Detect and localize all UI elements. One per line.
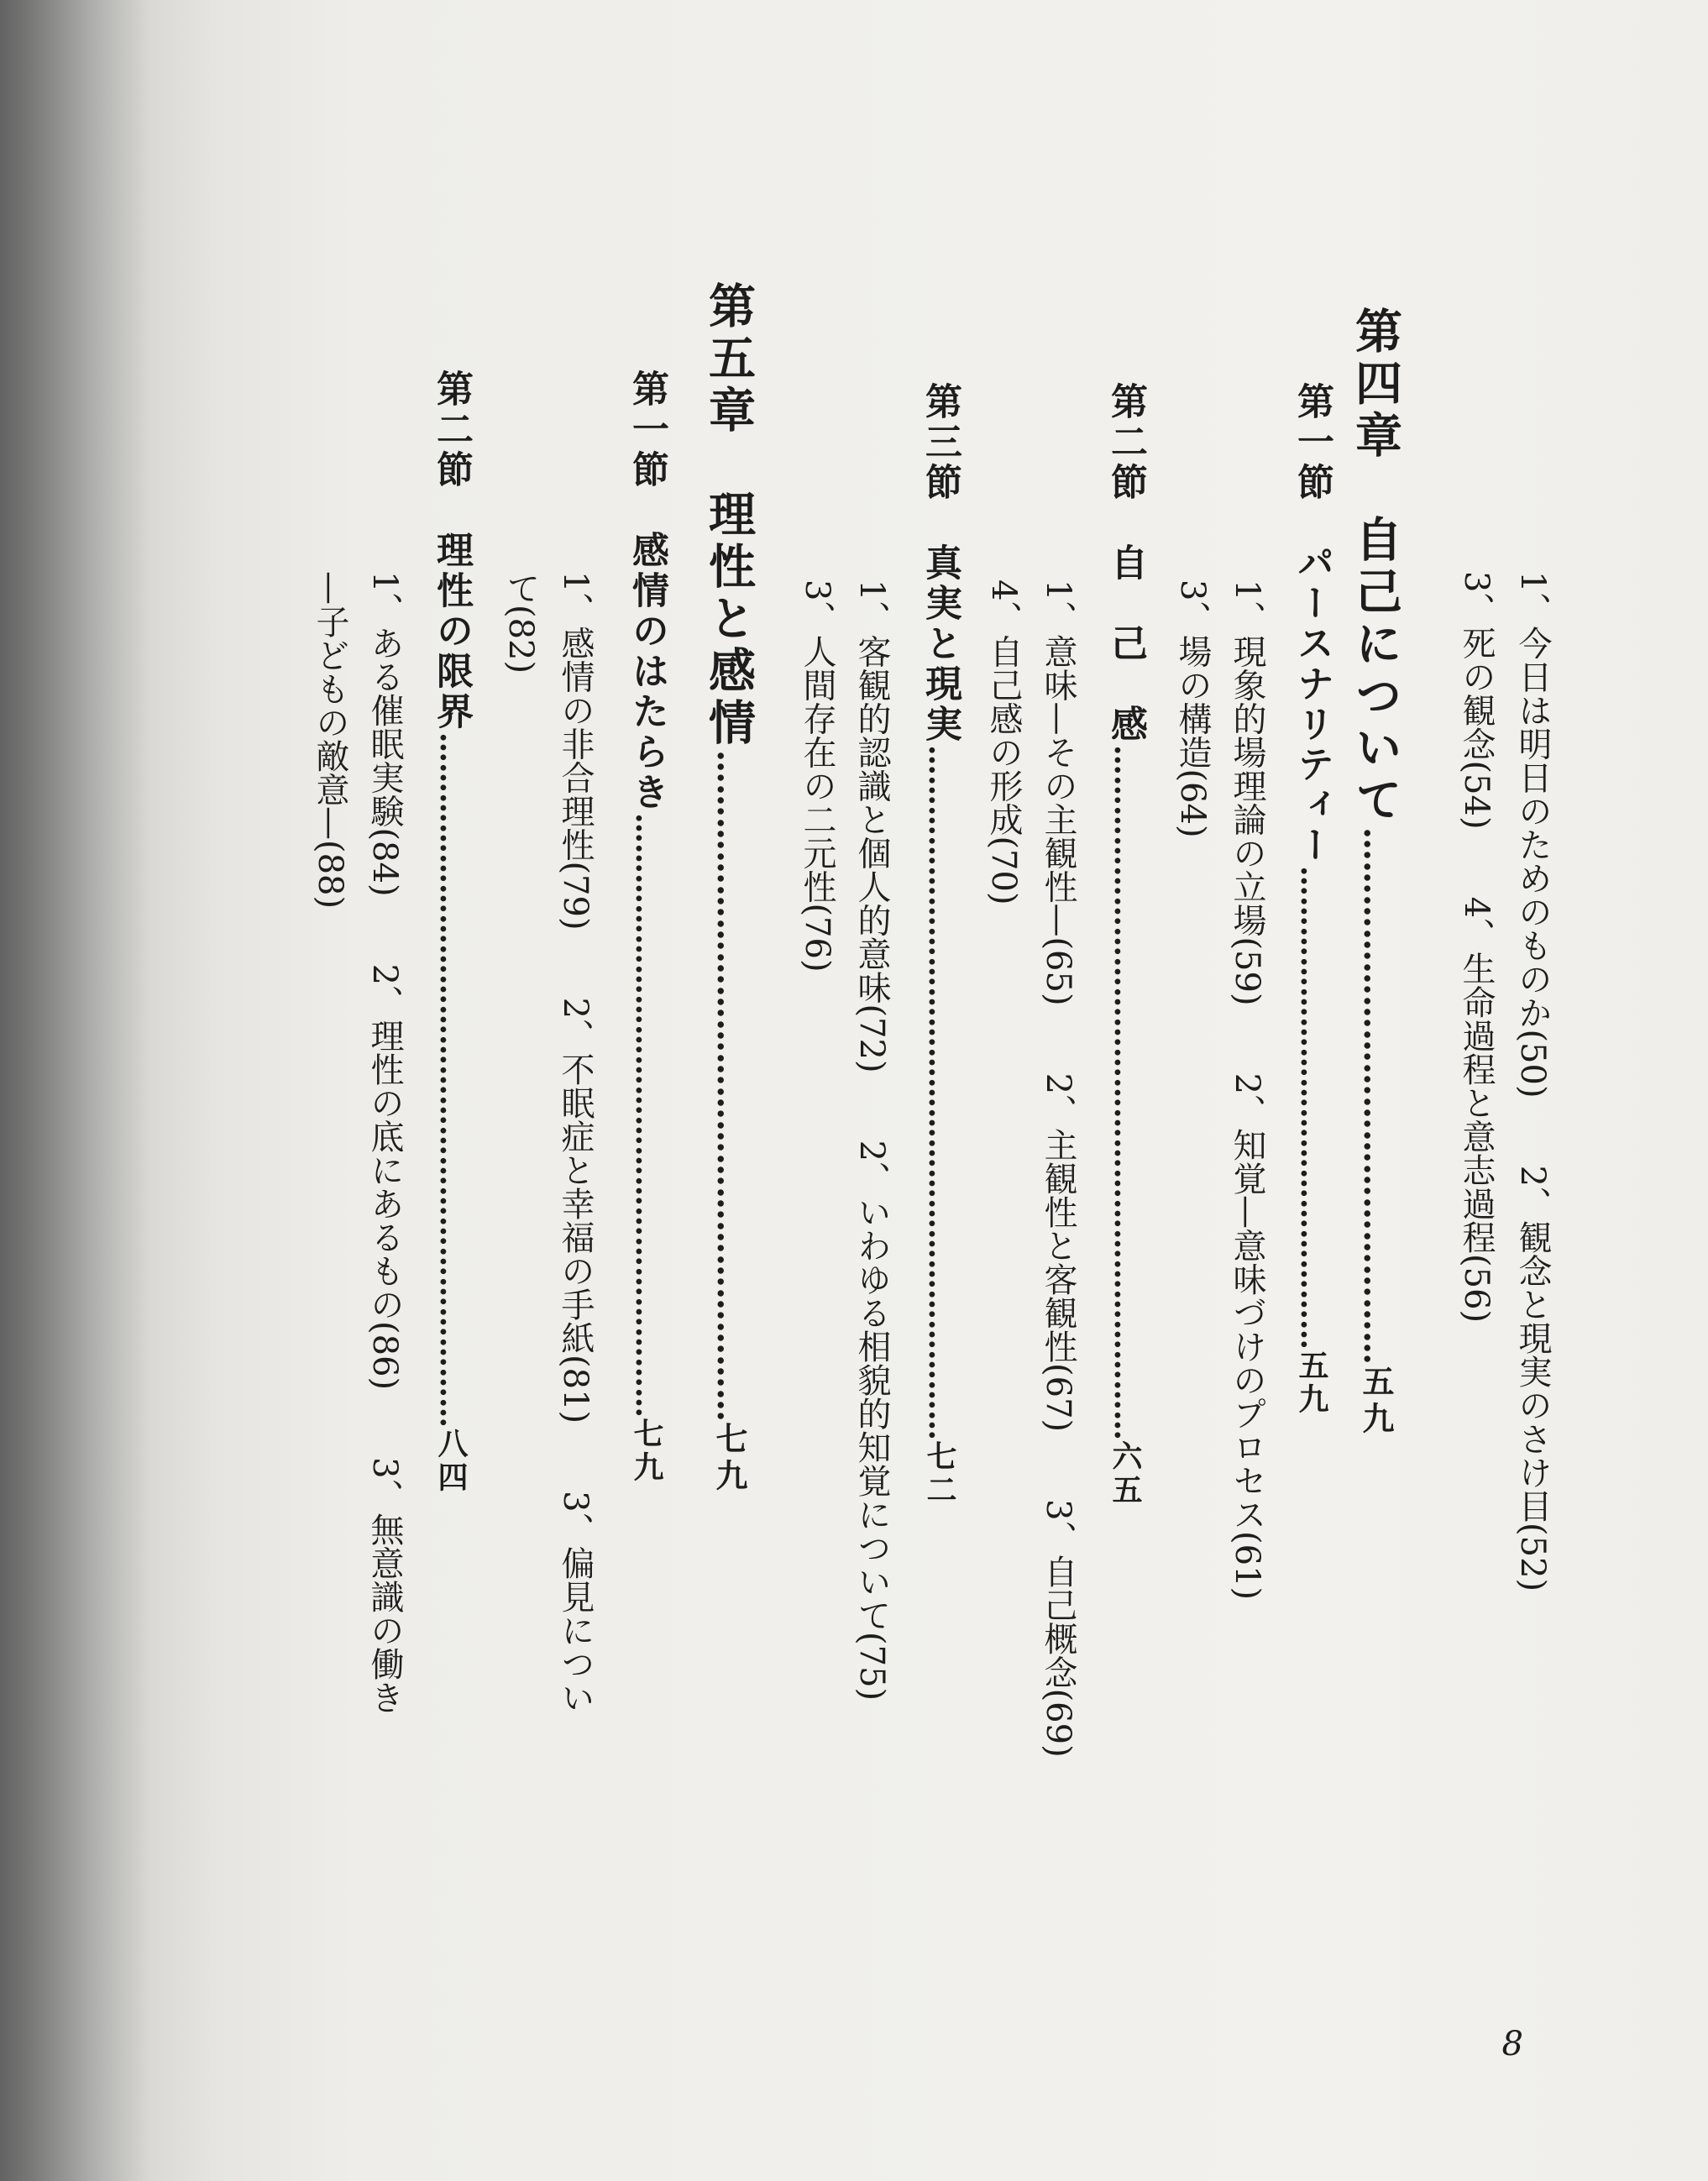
toc-item-line [1173,579,1212,838]
toc-item-line [852,579,891,1701]
dot-leader: …………………………………………………… [710,750,749,1422]
toc-item: 3、人間存在の二元性(76) [798,579,836,973]
chapter-5-section-2-heading [430,370,473,1495]
toc-item-line [800,579,834,973]
toc-item: て(82) [501,571,540,674]
page-number: 8 [1501,2025,1523,2063]
toc-item-line [984,579,1023,905]
toc-item: —子どもの敵意—(88) [311,571,349,910]
dot-leader: ………………………………………… [1294,866,1329,1350]
dot-leader: …………………………………………………………… [922,745,957,1440]
chapter-5-heading [701,281,757,1496]
toc-item: 3、自己概念(69) [1039,1499,1077,1758]
toc-item-line [365,571,404,1714]
toc-item: 1、客観的認識と個人的意味(72) [852,579,891,1073]
dot-leader: …………………………………………………………… [433,732,469,1428]
toc-item: 3、偏見につい [556,1491,595,1714]
page-ref: 六五 [1108,1440,1143,1507]
dot-leader: …………………………………………………………… [1108,745,1143,1440]
toc-item: 2、知覚—意味づけのプロセス(61) [1228,1072,1266,1601]
dot-leader: ………………………………………… [1356,827,1396,1365]
toc-item: 3、場の構造(64) [1173,579,1212,838]
toc-item: 4、生命過程と意志過程(56) [1457,896,1496,1324]
dot-leader: …………………………………………………… [629,813,664,1418]
toc-item-line [556,571,595,1714]
section-title: 第二節 理性の限界 [430,370,473,732]
toc-item-line [1513,571,1552,1592]
section-title: 第一節 パースナリティー [1291,382,1333,866]
toc-item: 2、不眠症と幸福の手紙(81) [556,997,595,1424]
toc-item: 1、現象的場理論の立場(59) [1228,579,1266,1006]
toc-item: 3、死の観念(54) [1457,571,1496,830]
toc-item-line [313,571,347,909]
page-ref: 七九 [629,1418,664,1485]
page-ref: 七二 [922,1440,957,1507]
section-title: 第二節 自 己 感 [1104,382,1147,745]
toc-item: 2、観念と現実のさけ目(52) [1513,1165,1552,1592]
toc-item-line [1457,571,1496,1324]
toc-item-line [501,571,540,674]
section-3-heading [919,382,961,1507]
chapter-title: 第五章 理性と感情 [701,281,757,750]
section-1-heading [1291,382,1333,1417]
chapter-4-heading [1348,307,1403,1751]
toc-item: 4、自己感の形成(70) [984,579,1023,905]
section-2-heading [1104,382,1147,1507]
page-ref: 八四 [433,1428,469,1495]
section-title: 第三節 真実と現実 [919,382,961,745]
toc-item: 2、いわゆる相貌的知覚について(75) [852,1140,891,1701]
toc-item: 1、感情の非合理性(79) [556,571,595,931]
toc-item-line [1041,579,1075,1758]
page-ref: 五九 [1357,1365,1395,1439]
chapter-5-section-1-heading [626,370,668,1485]
toc-item: 3、無意識の働き [365,1457,404,1714]
toc-item: 2、主観性と客観性(67) [1039,1072,1077,1433]
chapter-title: 第四章 自己について [1348,307,1403,827]
page-ref: 五九 [1294,1350,1329,1417]
page-ref: 七九 [710,1422,748,1496]
toc-item: 1、意味—その主観性—(65) [1039,579,1077,1006]
toc-item-line [1230,579,1264,1600]
toc-item: 2、理性の底にあるもの(86) [365,963,404,1391]
toc-item: 1、ある催眠実験(84) [365,571,404,897]
toc-item: 1、今日は明日のためのものか(50) [1513,571,1552,1098]
section-title: 第一節 感情のはたらき [626,370,668,813]
spine-shadow [0,0,151,2181]
